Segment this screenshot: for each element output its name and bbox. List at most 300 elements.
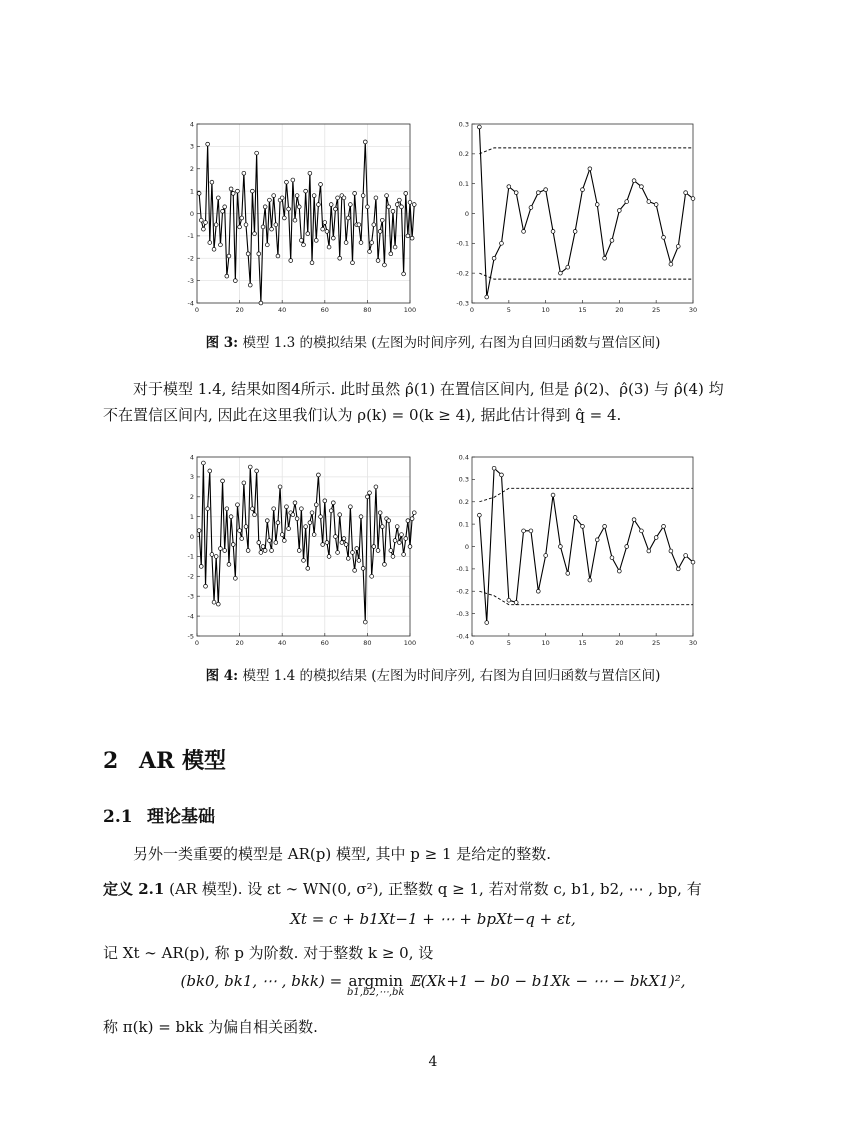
data-point	[308, 521, 312, 525]
confidence-bound-upper	[479, 148, 693, 154]
data-point	[544, 554, 548, 558]
data-point	[204, 221, 208, 225]
data-point	[551, 493, 555, 497]
confidence-bound-lower	[479, 591, 693, 604]
equation-lhs: (bk0, bk1, ⋯ , bkk) =	[180, 972, 343, 990]
series-line	[479, 468, 693, 622]
data-point	[327, 555, 331, 559]
data-point	[312, 194, 316, 198]
y-tick-label: -1	[187, 232, 194, 241]
data-point	[233, 279, 237, 283]
data-point	[317, 473, 321, 477]
data-point	[242, 171, 246, 175]
data-point	[310, 511, 314, 515]
data-point	[559, 271, 563, 275]
data-point	[278, 485, 282, 489]
data-point	[522, 230, 526, 234]
data-point	[321, 543, 325, 547]
data-point	[376, 549, 380, 553]
data-point	[323, 499, 327, 503]
data-point	[485, 295, 489, 299]
data-point	[306, 232, 310, 236]
data-point	[223, 549, 227, 553]
data-point	[219, 243, 223, 247]
y-tick-label: 0.1	[458, 179, 469, 188]
data-point	[291, 178, 295, 182]
data-point	[293, 501, 297, 505]
y-tick-label: -0.3	[456, 609, 469, 618]
x-tick-label: 0	[194, 306, 200, 314]
y-tick-label: -0.2	[456, 269, 469, 278]
data-point	[588, 578, 592, 582]
data-point	[361, 566, 365, 570]
data-point	[229, 515, 233, 519]
figure-4-caption-text: 模型 1.4 的模拟结果 (左图为时间序列, 右图为自回归函数与置信区间)	[238, 668, 661, 684]
x-tick-label: 80	[363, 306, 372, 314]
y-tick-label: -0.1	[456, 239, 469, 248]
data-point	[669, 549, 673, 553]
data-point	[280, 196, 284, 200]
data-point	[212, 247, 216, 251]
data-point	[378, 230, 382, 234]
data-point	[372, 223, 376, 227]
data-point	[368, 250, 372, 254]
data-point	[389, 252, 393, 256]
data-point	[383, 563, 387, 567]
data-point	[610, 556, 614, 560]
paragraph-ar-intro: 另外一类重要的模型是 AR(p) 模型, 其中 p ≥ 1 是给定的整数.	[133, 845, 552, 863]
data-point	[295, 517, 299, 521]
data-point	[314, 238, 318, 242]
data-point	[257, 541, 261, 545]
confidence-bound-upper	[479, 488, 693, 501]
equation-ar: Xt = c + b1Xt−1 + ⋯ + bpXt−q + εt,	[290, 910, 576, 928]
data-point	[272, 507, 276, 511]
data-point	[581, 524, 585, 528]
y-tick-label: 3	[189, 473, 194, 482]
data-point	[412, 511, 416, 515]
x-tick-label: 20	[615, 639, 624, 647]
y-tick-label: 3	[189, 142, 194, 151]
data-point	[325, 541, 329, 545]
data-point	[400, 205, 404, 209]
data-point	[573, 230, 577, 234]
x-tick-label: 20	[235, 639, 244, 647]
data-point	[408, 545, 412, 549]
data-point	[255, 151, 259, 155]
data-point	[263, 549, 267, 553]
data-point	[402, 553, 406, 557]
data-point	[500, 473, 504, 477]
data-point	[304, 189, 308, 193]
data-point	[197, 529, 201, 533]
equation-rhs: 𝔼(Xk+1 − b0 − b1Xk − ⋯ − bkX1)²,	[409, 972, 686, 990]
data-point	[329, 203, 333, 207]
data-point	[268, 198, 272, 202]
data-point	[536, 191, 540, 195]
data-point	[595, 203, 599, 207]
data-point	[201, 227, 205, 231]
x-tick-label: 15	[578, 639, 587, 647]
data-point	[323, 221, 327, 225]
data-point	[227, 254, 231, 258]
section-heading	[103, 744, 226, 775]
x-tick-label: 80	[363, 639, 372, 647]
data-point	[312, 533, 316, 537]
data-point	[387, 519, 391, 523]
y-tick-label: -1	[187, 552, 194, 561]
data-point	[250, 189, 254, 193]
data-point	[684, 554, 688, 558]
data-point	[338, 513, 342, 517]
data-point	[319, 183, 323, 187]
y-tick-label: 2	[189, 493, 194, 502]
data-point	[336, 196, 340, 200]
argmin-operator	[347, 972, 405, 998]
y-tick-label: 1	[189, 512, 194, 521]
data-point	[261, 225, 265, 229]
data-point	[265, 243, 269, 247]
figure-3-caption-text: 模型 1.3 的模拟结果 (左图为时间序列, 右图为自回归函数与置信区间)	[238, 335, 661, 351]
data-point	[263, 205, 267, 209]
data-point	[265, 519, 269, 523]
data-point	[334, 207, 338, 211]
series-line	[199, 463, 414, 622]
data-point	[236, 503, 240, 507]
data-point	[344, 241, 348, 245]
data-point	[325, 230, 329, 234]
data-point	[204, 584, 208, 588]
data-point	[393, 245, 397, 249]
data-point	[259, 551, 263, 555]
data-point	[208, 241, 212, 245]
y-tick-label: 0.3	[458, 475, 469, 484]
data-point	[229, 187, 233, 191]
y-tick-label: 0	[464, 209, 469, 218]
data-point	[477, 125, 481, 129]
data-point	[380, 525, 384, 529]
argmin-subscript: b1,b2,⋯,bk	[346, 987, 405, 998]
data-point	[210, 180, 214, 184]
data-point	[348, 505, 352, 509]
data-point	[255, 469, 259, 473]
data-point	[295, 194, 299, 198]
data-point	[355, 547, 359, 551]
data-point	[244, 223, 248, 227]
figure-3-label: 图 3:	[205, 335, 239, 351]
data-point	[236, 189, 240, 193]
argmin-label: argmin	[348, 972, 403, 990]
y-tick-label: 0.1	[458, 520, 469, 529]
y-tick-label: -4	[187, 299, 194, 308]
data-point	[389, 549, 393, 553]
x-tick-label: 30	[688, 639, 698, 647]
data-point	[289, 259, 293, 263]
x-tick-label: 10	[541, 306, 550, 314]
section-number: 2	[103, 748, 119, 774]
x-tick-label: 5	[506, 639, 511, 647]
x-tick-label: 0	[469, 306, 475, 314]
x-tick-label: 0	[194, 639, 200, 647]
data-point	[383, 263, 387, 267]
data-point	[348, 203, 352, 207]
data-point	[529, 206, 533, 210]
data-point	[691, 197, 695, 201]
y-tick-label: 0	[464, 542, 469, 551]
definition-name: (AR 模型).	[164, 880, 243, 898]
x-tick-label: 0	[469, 639, 475, 647]
data-point	[625, 200, 629, 204]
data-point	[376, 259, 380, 263]
data-point	[346, 557, 350, 561]
definition-2-1	[103, 876, 773, 902]
data-point	[544, 188, 548, 192]
data-point	[669, 262, 673, 266]
x-tick-label: 20	[615, 306, 624, 314]
definition-text: 设 εt ∼ WN(0, σ²), 正整数 q ≥ 1, 若对常数 c, b1, b2, ⋯ , bp, 有	[242, 880, 702, 898]
page-number: 4	[428, 1054, 438, 1070]
data-point	[299, 238, 303, 242]
data-point	[617, 569, 621, 573]
paragraph-line-2: 不在置信区间内, 因此在这里我们认为 ρ(k) = 0(k ≥ 4), 据此估计得到 q̂ = 4.	[103, 406, 622, 424]
data-point	[366, 205, 370, 209]
data-point	[225, 274, 229, 278]
data-point	[378, 511, 382, 515]
data-point	[359, 515, 363, 519]
x-tick-label: 25	[652, 306, 661, 314]
data-point	[647, 200, 651, 204]
series-line	[479, 127, 693, 297]
y-tick-label: -4	[187, 612, 194, 621]
data-point	[240, 537, 244, 541]
x-tick-label: 30	[688, 306, 698, 314]
data-point	[342, 196, 346, 200]
x-tick-label: 60	[320, 639, 329, 647]
data-point	[344, 543, 348, 547]
paragraph-pacf: 称 π(k) = bkk 为偏自相关函数.	[103, 1018, 318, 1036]
y-tick-label: 0.2	[458, 498, 469, 507]
data-point	[302, 243, 306, 247]
data-point	[331, 236, 335, 240]
data-point	[221, 479, 225, 483]
figure-3-acf	[455, 118, 703, 314]
data-point	[691, 560, 695, 564]
data-point	[276, 521, 280, 525]
data-point	[238, 225, 242, 229]
data-point	[214, 223, 218, 227]
data-point	[246, 252, 250, 256]
data-point	[391, 209, 395, 213]
data-point	[514, 601, 518, 605]
data-point	[566, 571, 570, 575]
data-point	[242, 481, 246, 485]
y-tick-label: 0	[189, 209, 194, 218]
data-point	[334, 535, 338, 539]
data-point	[676, 567, 680, 571]
confidence-bound-lower	[479, 273, 693, 279]
data-point	[632, 518, 636, 522]
data-point	[342, 537, 346, 541]
data-point	[351, 551, 355, 555]
x-tick-label: 60	[320, 306, 329, 314]
y-tick-label: 1	[189, 187, 194, 196]
data-point	[270, 549, 274, 553]
data-point	[640, 529, 644, 533]
figure-4-label: 图 4:	[205, 668, 239, 684]
data-point	[395, 203, 399, 207]
data-point	[233, 576, 237, 580]
data-point	[199, 218, 203, 222]
data-point	[410, 517, 414, 521]
data-point	[240, 216, 244, 220]
data-point	[397, 541, 401, 545]
data-point	[282, 216, 286, 220]
figure-3-caption	[0, 331, 866, 351]
figure-4-acf	[455, 451, 703, 647]
data-point	[408, 200, 412, 204]
data-point	[248, 283, 252, 287]
data-point	[368, 491, 372, 495]
y-tick-label: -2	[187, 572, 194, 581]
data-point	[299, 507, 303, 511]
data-point	[340, 541, 344, 545]
data-point	[351, 261, 355, 265]
data-point	[310, 261, 314, 265]
data-point	[372, 545, 376, 549]
data-point	[216, 196, 220, 200]
data-point	[654, 536, 658, 540]
y-tick-label: 0.3	[458, 120, 469, 129]
data-point	[285, 505, 289, 509]
data-point	[197, 191, 201, 195]
data-point	[492, 466, 496, 470]
data-point	[370, 241, 374, 245]
data-point	[387, 205, 391, 209]
data-point	[293, 218, 297, 222]
x-tick-label: 100	[403, 639, 417, 647]
data-point	[244, 525, 248, 529]
paragraph-ar-notation: 记 Xt ∼ AR(p), 称 p 为阶数. 对于整数 k ≥ 0, 设	[103, 944, 434, 962]
data-point	[573, 516, 577, 520]
data-point	[647, 549, 651, 553]
data-point	[406, 519, 410, 523]
data-point	[272, 194, 276, 198]
subsection-title: 理论基础	[147, 807, 215, 827]
data-point	[276, 254, 280, 258]
data-point	[662, 235, 666, 239]
data-point	[212, 600, 216, 604]
data-point	[393, 539, 397, 543]
data-point	[412, 203, 416, 207]
data-point	[406, 234, 410, 238]
x-tick-label: 15	[578, 306, 587, 314]
data-point	[268, 539, 272, 543]
y-tick-label: -2	[187, 254, 194, 263]
data-point	[361, 194, 365, 198]
y-tick-label: 2	[189, 165, 194, 174]
data-point	[231, 191, 235, 195]
y-tick-label: 4	[189, 453, 194, 462]
data-point	[291, 513, 295, 517]
definition-label: 定义 2.1	[103, 880, 165, 898]
data-point	[662, 524, 666, 528]
data-point	[297, 549, 301, 553]
data-point	[402, 272, 406, 276]
data-point	[280, 533, 284, 537]
data-point	[250, 507, 254, 511]
data-point	[199, 564, 203, 568]
y-tick-label: -0.1	[456, 565, 469, 574]
data-point	[391, 555, 395, 559]
data-point	[274, 223, 278, 227]
data-point	[231, 543, 235, 547]
data-point	[397, 198, 401, 202]
data-point	[225, 507, 229, 511]
data-point	[216, 602, 220, 606]
data-point	[370, 574, 374, 578]
data-point	[536, 589, 540, 593]
data-point	[274, 541, 278, 545]
x-tick-label: 10	[541, 639, 550, 647]
data-point	[321, 227, 325, 231]
data-point	[227, 563, 231, 567]
data-point	[282, 539, 286, 543]
data-point	[336, 551, 340, 555]
data-point	[206, 507, 210, 511]
data-point	[338, 256, 342, 260]
data-point	[507, 598, 511, 602]
y-tick-label: -0.3	[456, 299, 469, 308]
data-point	[485, 621, 489, 625]
data-point	[331, 501, 335, 505]
data-point	[676, 244, 680, 248]
data-point	[514, 191, 518, 195]
x-tick-label: 100	[403, 306, 417, 314]
y-tick-label: -0.2	[456, 587, 469, 596]
data-point	[359, 241, 363, 245]
data-point	[221, 209, 225, 213]
data-point	[603, 524, 607, 528]
data-point	[357, 223, 361, 227]
data-point	[210, 553, 214, 557]
y-tick-label: 0	[189, 532, 194, 541]
data-point	[380, 218, 384, 222]
data-point	[603, 256, 607, 260]
y-tick-label: -0.4	[456, 632, 469, 641]
data-point	[366, 495, 370, 499]
y-tick-label: -3	[187, 592, 194, 601]
data-point	[206, 142, 210, 146]
x-tick-label: 5	[506, 306, 511, 314]
data-point	[617, 209, 621, 213]
data-point	[223, 205, 227, 209]
data-point	[297, 205, 301, 209]
data-point	[500, 241, 504, 245]
data-point	[610, 238, 614, 242]
data-point	[253, 232, 257, 236]
y-tick-label: 4	[189, 120, 194, 129]
data-point	[357, 559, 361, 563]
data-point	[385, 194, 389, 198]
data-point	[314, 503, 318, 507]
data-point	[219, 547, 223, 551]
data-point	[632, 179, 636, 183]
equation-argmin	[0, 972, 866, 998]
data-point	[654, 203, 658, 207]
data-point	[404, 191, 408, 195]
data-point	[285, 180, 289, 184]
data-point	[201, 461, 205, 465]
